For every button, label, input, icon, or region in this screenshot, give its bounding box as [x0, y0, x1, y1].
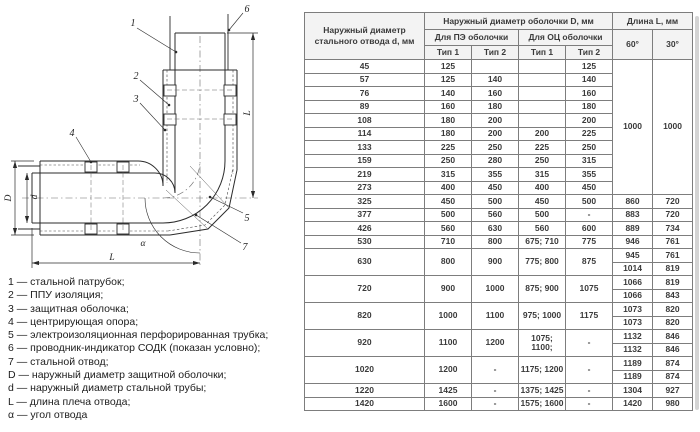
cell-oc-type1	[519, 100, 566, 114]
cell-oc-type1: 250	[519, 154, 566, 168]
cell-pe-type2: 630	[472, 222, 519, 236]
cell-d: 273	[305, 181, 425, 195]
cell-oc-type1: 400	[519, 181, 566, 195]
cell-pe-type2: 560	[472, 208, 519, 222]
cell-pe-type2: 280	[472, 154, 519, 168]
header-oc-type2: Тип 2	[566, 46, 613, 60]
cell-pe-type2: 180	[472, 100, 519, 114]
cell-pe-type1: 125	[425, 60, 472, 74]
cell-pe-type2: -	[472, 357, 519, 384]
cell-l30: 819	[653, 276, 693, 290]
cell-l30: 761	[653, 249, 693, 263]
cell-d: 720	[305, 276, 425, 303]
cell-oc-type2: 355	[566, 168, 613, 182]
spec-table-wrap	[304, 12, 692, 411]
cell-pe-type2: 1000	[472, 276, 519, 303]
legend-item: d — наружный диаметр стальной трубы;	[8, 382, 207, 395]
cell-l30: 720	[653, 195, 693, 209]
cell-oc-type2: -	[566, 357, 613, 384]
cell-oc-type2: 1175	[566, 303, 613, 330]
table-row	[305, 330, 693, 344]
cell-l30: 1000	[653, 60, 693, 195]
cell-d: 630	[305, 249, 425, 276]
cell-pe-type1: 710	[425, 235, 472, 249]
legend-item: 5 — электроизоляционная перфорированная трубка;	[8, 329, 269, 342]
cell-l60: 1014	[613, 262, 653, 276]
cell-oc-type2: 1075	[566, 276, 613, 303]
cell-oc-type2: -	[566, 330, 613, 357]
cell-l30: 761	[653, 235, 693, 249]
cell-oc-type2: 500	[566, 195, 613, 209]
spec-table	[304, 12, 693, 411]
cell-oc-type1	[519, 87, 566, 101]
cell-l60: 883	[613, 208, 653, 222]
cell-l60: 1420	[613, 397, 653, 411]
table-row	[305, 60, 693, 74]
header-pe-type2: Тип 2	[472, 46, 519, 60]
centering-supports	[85, 85, 236, 234]
cell-l30: 820	[653, 303, 693, 317]
cell-d: 57	[305, 73, 425, 87]
cell-oc-type2: -	[566, 397, 613, 411]
cell-d: 920	[305, 330, 425, 357]
cell-oc-type1: 775; 800	[519, 249, 566, 276]
callout-6: 6	[244, 4, 250, 15]
cell-oc-type2: 250	[566, 141, 613, 155]
table-row	[305, 222, 693, 236]
cell-oc-type1: 1375; 1425	[519, 384, 566, 398]
table-row	[305, 397, 693, 411]
cell-oc-type1: 450	[519, 195, 566, 209]
cell-l60: 1304	[613, 384, 653, 398]
cell-d: 76	[305, 87, 425, 101]
cell-d: 89	[305, 100, 425, 114]
cell-pe-type1: 1425	[425, 384, 472, 398]
table-row	[305, 249, 693, 263]
header-steel-diameter: Наружный диаметр стального отвода d, мм	[305, 13, 425, 60]
callout-4: 4	[69, 128, 75, 139]
cell-pe-type1: 180	[425, 127, 472, 141]
cell-d: 45	[305, 60, 425, 74]
cell-l30: 874	[653, 357, 693, 371]
cell-pe-type2: 140	[472, 73, 519, 87]
cell-pe-type1: 160	[425, 100, 472, 114]
elbow-diagram-area	[0, 0, 302, 272]
cell-l30: 980	[653, 397, 693, 411]
legend-item: 3 — защитная оболочка;	[8, 302, 129, 315]
legend-item: 4 — центрирующая опора;	[8, 315, 139, 328]
cell-pe-type2: -	[472, 397, 519, 411]
cell-pe-type2: 900	[472, 249, 519, 276]
cell-pe-type2: -	[472, 384, 519, 398]
dim-label-alpha: α	[140, 239, 146, 249]
header-60deg: 60°	[613, 30, 653, 60]
cell-oc-type1: 975; 1000	[519, 303, 566, 330]
dim-label-L-horizontal: L	[109, 253, 115, 263]
cell-pe-type1: 315	[425, 168, 472, 182]
angle-arc	[141, 198, 201, 253]
callout-1: 1	[130, 18, 136, 29]
header-oc-type1: Тип 1	[519, 46, 566, 60]
cell-oc-type1: 560	[519, 222, 566, 236]
cell-pe-type2: 450	[472, 181, 519, 195]
casing-bend-outer	[170, 170, 237, 235]
cell-pe-type2: 800	[472, 235, 519, 249]
cell-oc-type1: 500	[519, 208, 566, 222]
cell-pe-type2	[472, 60, 519, 74]
legend-item: 7 — стальной отвод;	[8, 355, 109, 368]
cell-oc-type1	[519, 73, 566, 87]
cell-pe-type1: 225	[425, 141, 472, 155]
cell-oc-type1: 1075; 1100;	[519, 330, 566, 357]
cell-oc-type2: 200	[566, 114, 613, 128]
cell-oc-type1: 1175; 1200	[519, 357, 566, 384]
cell-pe-type1: 1600	[425, 397, 472, 411]
cell-l30: 819	[653, 262, 693, 276]
cell-oc-type1: 200	[519, 127, 566, 141]
table-row	[305, 303, 693, 317]
cell-oc-type1: 315	[519, 168, 566, 182]
cell-l60: 946	[613, 235, 653, 249]
header-pe-type1: Тип 1	[425, 46, 472, 60]
cell-oc-type2: 600	[566, 222, 613, 236]
legend-item: D — наружный диаметр защитной оболочки;	[8, 369, 227, 382]
cell-oc-type2: 225	[566, 127, 613, 141]
header-oc-casing: Для ОЦ оболочки	[519, 30, 613, 46]
cell-pe-type1: 1000	[425, 303, 472, 330]
cell-pe-type2: 500	[472, 195, 519, 209]
cell-oc-type2: 875	[566, 249, 613, 276]
callout-3: 3	[133, 94, 139, 105]
cell-l30: 846	[653, 330, 693, 344]
cell-l60: 1073	[613, 316, 653, 330]
legend-item: L — длина плеча отвода;	[8, 395, 131, 408]
cell-oc-type1: 1575; 1600	[519, 397, 566, 411]
cell-l30: 720	[653, 208, 693, 222]
dim-label-d: d	[30, 194, 40, 200]
cell-oc-type1: 675; 710	[519, 235, 566, 249]
cell-l60: 1066	[613, 289, 653, 303]
cell-l60: 889	[613, 222, 653, 236]
scrollbar[interactable]	[695, 16, 699, 410]
cell-pe-type1: 125	[425, 73, 472, 87]
legend-item: α — угол отвода	[8, 408, 88, 421]
cell-d: 133	[305, 141, 425, 155]
cell-l30: 846	[653, 343, 693, 357]
cell-pe-type2: 200	[472, 127, 519, 141]
cell-oc-type2: 160	[566, 87, 613, 101]
cell-l30: 734	[653, 222, 693, 236]
cell-l30: 843	[653, 289, 693, 303]
legend-item: 2 — ППУ изоляция;	[8, 289, 104, 302]
cell-pe-type1: 1200	[425, 357, 472, 384]
callout-7: 7	[242, 242, 248, 253]
cell-l60: 1189	[613, 357, 653, 371]
steel-pipe	[32, 33, 225, 223]
cell-d: 1420	[305, 397, 425, 411]
legend-item: 6 — проводник-индикатор СОДК (показан условно);	[8, 342, 261, 355]
cell-d: 114	[305, 127, 425, 141]
cell-d: 159	[305, 154, 425, 168]
elbow-diagram	[0, 0, 302, 272]
cell-l60: 1189	[613, 370, 653, 384]
cell-pe-type1: 400	[425, 181, 472, 195]
cell-l60: 860	[613, 195, 653, 209]
callout-5: 5	[244, 213, 250, 224]
cell-pe-type2: 160	[472, 87, 519, 101]
cell-oc-type2: 450	[566, 181, 613, 195]
header-length: Длина L, мм	[613, 13, 693, 30]
cell-d: 1020	[305, 357, 425, 384]
cell-l60: 945	[613, 249, 653, 263]
spec-table-body	[305, 60, 693, 411]
casing	[40, 70, 237, 235]
cell-l60: 1066	[613, 276, 653, 290]
cell-d: 530	[305, 235, 425, 249]
table-row	[305, 276, 693, 290]
cell-d: 377	[305, 208, 425, 222]
cell-d: 108	[305, 114, 425, 128]
steel-bend-inner	[155, 173, 175, 193]
cell-pe-type1: 450	[425, 195, 472, 209]
cell-l60: 1073	[613, 303, 653, 317]
cell-pe-type1: 140	[425, 87, 472, 101]
cell-l30: 927	[653, 384, 693, 398]
table-row	[305, 235, 693, 249]
cell-pe-type2: 200	[472, 114, 519, 128]
cell-l60: 1132	[613, 330, 653, 344]
callout-leaders	[76, 13, 243, 243]
cell-oc-type2: 180	[566, 100, 613, 114]
callout-2: 2	[133, 71, 139, 82]
table-row	[305, 208, 693, 222]
legend	[8, 276, 302, 422]
table-row	[305, 195, 693, 209]
legend-item: 1 — стальной патрубок;	[8, 276, 125, 288]
cell-pe-type1: 1100	[425, 330, 472, 357]
cell-oc-type2: 140	[566, 73, 613, 87]
cell-oc-type2: -	[566, 384, 613, 398]
table-row	[305, 357, 693, 371]
cell-l30: 820	[653, 316, 693, 330]
cell-d: 325	[305, 195, 425, 209]
header-30deg: 30°	[653, 30, 693, 60]
table-row	[305, 384, 693, 398]
cell-oc-type1	[519, 114, 566, 128]
cell-oc-type2: 775	[566, 235, 613, 249]
cell-d: 820	[305, 303, 425, 330]
cell-pe-type2: 250	[472, 141, 519, 155]
cell-oc-type1: 875; 900	[519, 276, 566, 303]
cell-l30: 874	[653, 370, 693, 384]
cell-pe-type2: 355	[472, 168, 519, 182]
cell-pe-type1: 250	[425, 154, 472, 168]
header-pe-casing: Для ПЭ оболочки	[425, 30, 519, 46]
cell-pe-type2: 1100	[472, 303, 519, 330]
cell-pe-type2: 1200	[472, 330, 519, 357]
cell-oc-type1	[519, 60, 566, 74]
cell-d: 426	[305, 222, 425, 236]
cell-d: 219	[305, 168, 425, 182]
cell-l60: 1132	[613, 343, 653, 357]
cell-oc-type2: -	[566, 208, 613, 222]
cell-oc-type2: 125	[566, 60, 613, 74]
dim-label-D: D	[4, 194, 14, 202]
cell-oc-type2: 315	[566, 154, 613, 168]
dim-label-L-vertical: L	[243, 110, 253, 116]
cell-pe-type1: 560	[425, 222, 472, 236]
cell-oc-type1: 225	[519, 141, 566, 155]
cell-pe-type1: 800	[425, 249, 472, 276]
cell-pe-type1: 900	[425, 276, 472, 303]
cell-pe-type1: 500	[425, 208, 472, 222]
cell-d: 1220	[305, 384, 425, 398]
cell-l60: 1000	[613, 60, 653, 195]
header-casing-diameter: Наружный диаметр оболочки D, мм	[425, 13, 613, 30]
cell-pe-type1: 180	[425, 114, 472, 128]
